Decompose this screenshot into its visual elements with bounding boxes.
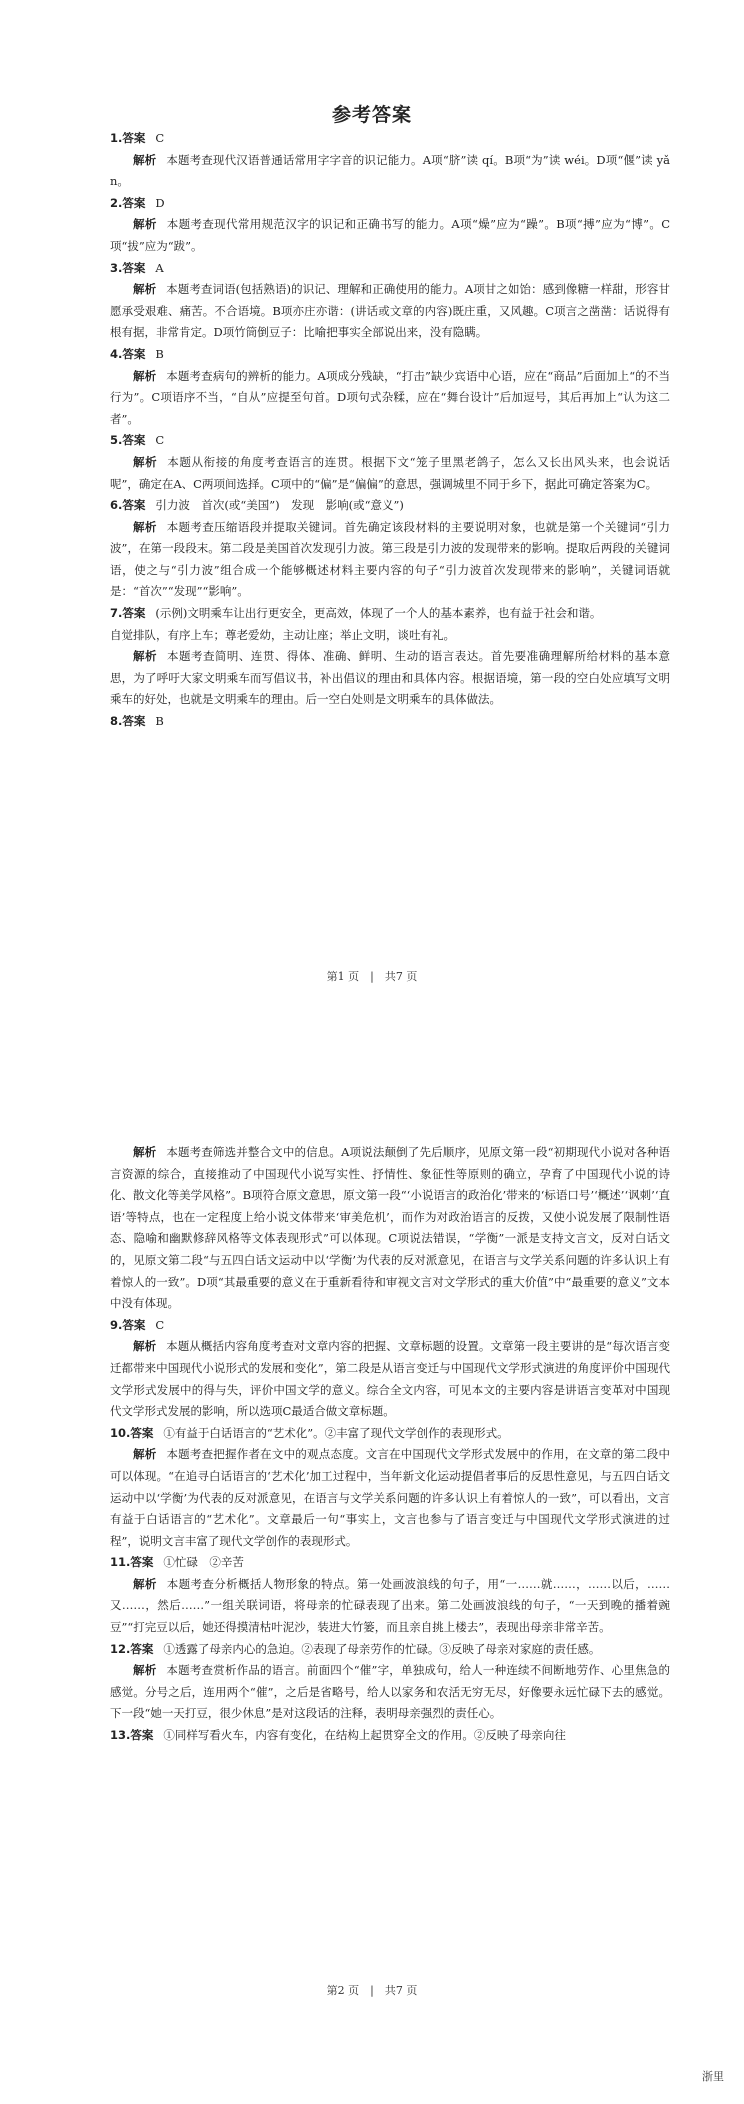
line-text: ①同样写看火车，内容有变化，在结构上起贯穿全文的作用。②反映了母亲向往 bbox=[163, 1728, 566, 1743]
line-text: 本题从衔接的角度考查语言的连贯。根据下文“笼子里黑老鸽子，怎么又长出风头来，也会说话呢”，确定在A、C两项间选择。C项中的“偏”是“偏偏”的意思，强调城里不同于乡下，据此可确定答案为C。 bbox=[110, 454, 671, 491]
corner-watermark-text: 浙里 bbox=[702, 2070, 724, 2083]
question-number: 1. bbox=[110, 131, 123, 145]
analysis-label: 解析 bbox=[133, 1576, 157, 1591]
text-line bbox=[110, 625, 670, 647]
answer-label: 答案 bbox=[122, 606, 146, 621]
answer-line bbox=[110, 603, 670, 625]
answer-line bbox=[110, 344, 670, 366]
analysis-paragraph bbox=[110, 1336, 670, 1422]
line-text: ①忙碌 ②辛苦 bbox=[163, 1555, 244, 1570]
line-text: 本题考查压缩语段并提取关键词。首先确定该段材料的主要说明对象，也就是第一个关键词“引力波”，在第一段段末。第二段是美国首次发现引力波。第三段是引力波的发现带来的影响。提取后两段的关键词语，使之与“引力波”组合成一个能够概述材料主要内容的句子“引力波首次发现带来的影响”，关键词语就是：“首次”“发现”“影响”。 bbox=[110, 519, 670, 599]
answer-line bbox=[110, 1423, 670, 1445]
analysis-paragraph bbox=[110, 1660, 670, 1725]
analysis-paragraph bbox=[110, 646, 670, 711]
answer-label: 答案 bbox=[122, 714, 146, 729]
line-text: B bbox=[155, 346, 164, 361]
line-text: C bbox=[155, 1317, 165, 1332]
page-1 bbox=[0, 0, 744, 1000]
answer-label: 答案 bbox=[122, 433, 146, 448]
answer-list-page-1 bbox=[110, 128, 670, 733]
line-text: 本题考查简明、连贯、得体、准确、鲜明、生动的语言表达。首先要准确理解所给材料的基本意思，为了呼吁大家文明乘车而写倡议书，补出倡议的理由和具体内容。根据语境，第一段的空白处应填写文明乘车的好处，也就是文明乘车的理由。后一空白处则是文明乘车的具体做法。 bbox=[110, 649, 671, 707]
analysis-label: 解析 bbox=[133, 152, 157, 167]
question-number: 6. bbox=[110, 498, 123, 513]
answer-line bbox=[110, 430, 670, 452]
line-text: 自觉排队，有序上车；尊老爱幼，主动让座；举止文明，谈吐有礼。 bbox=[110, 627, 455, 642]
analysis-label: 解析 bbox=[133, 1447, 157, 1462]
question-number: 2. bbox=[110, 195, 123, 210]
line-text: ①有益于白话语言的“艺术化”。②丰富了现代文学创作的表现形式。 bbox=[163, 1425, 509, 1440]
answer-line bbox=[110, 1315, 670, 1337]
line-text: 本题考查赏析作品的语言。前面四个“催”字，单独成句，给人一种连续不间断地劳作、心里焦急的感觉。分号之后，连用两个“催”，之后是省略号，给人以家务和农活无穷无尽，好像要永远忙碌下去的感觉。下一段“她一天打豆，很少休息”是对这段话的注释，表明母亲强烈的责任心。 bbox=[110, 1663, 670, 1721]
analysis-label: 解析 bbox=[133, 368, 157, 383]
analysis-label: 解析 bbox=[133, 454, 158, 469]
line-text: ①透露了母亲内心的急迫。②表现了母亲劳作的忙碌。③反映了母亲对家庭的责任感。 bbox=[163, 1641, 601, 1656]
line-text: 本题考查现代常用规范汉字的识记和正确书写的能力。A项“燥”应为“躁”。B项“搏”应为“博”。C项“拔”应为“跋”。 bbox=[110, 217, 670, 253]
analysis-paragraph bbox=[110, 214, 670, 257]
analysis-paragraph bbox=[110, 452, 670, 495]
line-text: C bbox=[155, 433, 165, 448]
line-text: 本题考查词语(包括熟语)的识记、理解和正确使用的能力。A项甘之如饴：感到像糖一样甜，形容甘愿承受艰难、痛苦。不合语境。B项亦庄亦谐：(讲话或文章的内容)既庄重，又风趣。C项言之凿凿：话说得有根有据，非常肯定。D项竹筒倒豆子：比喻把事实全部说出来，没有隐瞒。 bbox=[110, 282, 671, 340]
answer-line bbox=[110, 495, 670, 517]
answer-label: 答案 bbox=[122, 1317, 146, 1332]
analysis-paragraph bbox=[110, 517, 670, 603]
question-number: 7. bbox=[110, 606, 123, 621]
analysis-paragraph bbox=[110, 366, 670, 431]
answer-label: 答案 bbox=[130, 1425, 154, 1440]
answer-line bbox=[110, 193, 670, 215]
line-text: 引力波 首次(或“美国”) 发现 影响(或“意义”) bbox=[155, 498, 404, 513]
analysis-label: 解析 bbox=[133, 1339, 157, 1354]
analysis-label: 解析 bbox=[133, 1663, 157, 1678]
answer-line bbox=[110, 1725, 670, 1747]
answer-label: 答案 bbox=[122, 131, 146, 145]
line-text: 本题考查分析概括人物形象的特点。第一处画波浪线的句子，用“一……就……，……以后，……又……，然后……”一组关联词语，将母亲的忙碌表现了出来。第二处画波浪线的句子，“一天到晚的播着豌豆”“打完豆以后，她还得摸清枯叶泥沙，装进大竹篓，而且亲自挑上楼去”，表现出母亲非常辛苦。 bbox=[110, 1576, 671, 1635]
line-text: D bbox=[155, 195, 165, 210]
answer-label: 答案 bbox=[122, 260, 146, 275]
answer-label: 答案 bbox=[130, 1641, 154, 1656]
answer-line bbox=[110, 128, 670, 150]
answer-label: 答案 bbox=[130, 1555, 154, 1570]
analysis-label: 解析 bbox=[133, 217, 157, 232]
line-text: 本题考查把握作者在文中的观点态度。文言在中国现代文学形式发展中的作用，在文章的第二段中可以体现。“在追寻白话语言的‘艺术化’加工过程中，当年新文化运动提倡者事后的反思性意见，与五四白话文运动中以‘学衡’为代表的反对派意见，在语言与文学关系问题的许多认识上有着惊人的一致”，可以看出，文言有益于白话语言的“艺术化”。文章最后一句“事实上，文言也参与了语言变迁与中国现代文学形式演进的过程”，说明文言丰富了现代文学创作的表现形式。 bbox=[110, 1447, 671, 1548]
answer-label: 答案 bbox=[122, 195, 146, 210]
analysis-paragraph bbox=[110, 1574, 670, 1639]
line-text: B bbox=[155, 714, 164, 729]
line-text: 本题考查筛选并整合文中的信息。A项说法颠倒了先后顺序，见原文第一段“初期现代小说对各种语言资源的综合，直接推动了中国现代小说写实性、抒情性、象征性等原则的确立，孕育了中国现代小说的诗化、散文化等美学风格”。B项符合原文意思，原文第一段“‘小说语言的政治化’带来的‘标语口号’‘概述’‘讽刺’‘直语’等特点，也在一定程度上给小说文体带来‘审美危机’，而作为对政治语言的反拨，又使小说发展了限制性语态、隐喻和幽默修辞风格等文体表现形式”可以体现。C项说法错误，“学衡”一派是支持文言文，反对白话文的，见原文第二段“与五四白话文运动中以‘学衡’为代表的反对派意见，在语言与文学关系问题的许多认识上有着惊人的一致”。D项“其最重要的意义在于重新看待和审视文言对文学形式的重大价值”中“最重要的意义”文本中没有体现。 bbox=[110, 1145, 671, 1311]
analysis-label: 解析 bbox=[133, 282, 157, 297]
line-text: C bbox=[155, 131, 165, 145]
line-text: 本题从概括内容角度考查对文章内容的把握、文章标题的设置。文章第一段主要讲的是“每次语言变迁都带来中国现代小说形式的发展和变化”，第二段是从语言变迁与中国现代文学形式演进的角度评价中国现代文学形式发展中的得与失，评价中国文学的意义。综合全文内容，可见本文的主要内容是讲语言变革对中国现代文学形式发展的影响，所以选项C最适合做文章标题。 bbox=[110, 1339, 671, 1419]
answer-line bbox=[110, 258, 670, 280]
line-text: (示例)文明乘车让出行更安全，更高效，体现了一个人的基本素养，也有益于社会和谐。 bbox=[155, 606, 602, 621]
question-number: 12. bbox=[110, 1641, 131, 1656]
line-text: 本题考查现代汉语普通话常用字字音的识记能力。A项“脐”读 qí。B项“为”读 wéi。D项“偃”读 yǎn。 bbox=[110, 152, 670, 189]
question-number: 5. bbox=[110, 433, 123, 448]
analysis-label: 解析 bbox=[133, 1145, 157, 1159]
question-number: 10. bbox=[110, 1425, 131, 1440]
analysis-label: 解析 bbox=[133, 519, 157, 534]
answer-list-page-2 bbox=[110, 1142, 670, 1747]
answer-label: 答案 bbox=[130, 1728, 154, 1743]
line-text: 本题考查病句的辨析的能力。A项成分残缺，“打击”缺少宾语中心语，应在“商品”后面加上“的不当行为”。C项语序不当，“自从”应提至句首。D项句式杂糅，应在“舞台设计”后加逗号，其后再加上“认为这二者”。 bbox=[110, 368, 671, 426]
page-title: 参考答案 bbox=[331, 104, 412, 126]
question-number: 11. bbox=[110, 1555, 131, 1570]
analysis-paragraph bbox=[110, 150, 670, 193]
analysis-paragraph bbox=[110, 279, 670, 344]
analysis-paragraph bbox=[110, 1444, 670, 1552]
answer-line bbox=[110, 1552, 670, 1574]
answer-line bbox=[110, 1639, 670, 1661]
question-number: 4. bbox=[110, 346, 123, 361]
question-number: 13. bbox=[110, 1728, 131, 1743]
page-2 bbox=[0, 1120, 744, 2100]
answer-label: 答案 bbox=[122, 498, 146, 513]
answer-line bbox=[110, 711, 670, 733]
page-footer: 第2 页 | 共7 页 bbox=[326, 1984, 418, 1997]
analysis-label: 解析 bbox=[133, 649, 157, 664]
question-number: 9. bbox=[110, 1317, 123, 1332]
page-footer: 第1 页 | 共7 页 bbox=[326, 970, 418, 983]
analysis-paragraph bbox=[110, 1142, 670, 1315]
line-text: A bbox=[155, 260, 164, 275]
question-number: 8. bbox=[110, 714, 123, 729]
answer-label: 答案 bbox=[122, 346, 146, 361]
question-number: 3. bbox=[110, 260, 123, 275]
